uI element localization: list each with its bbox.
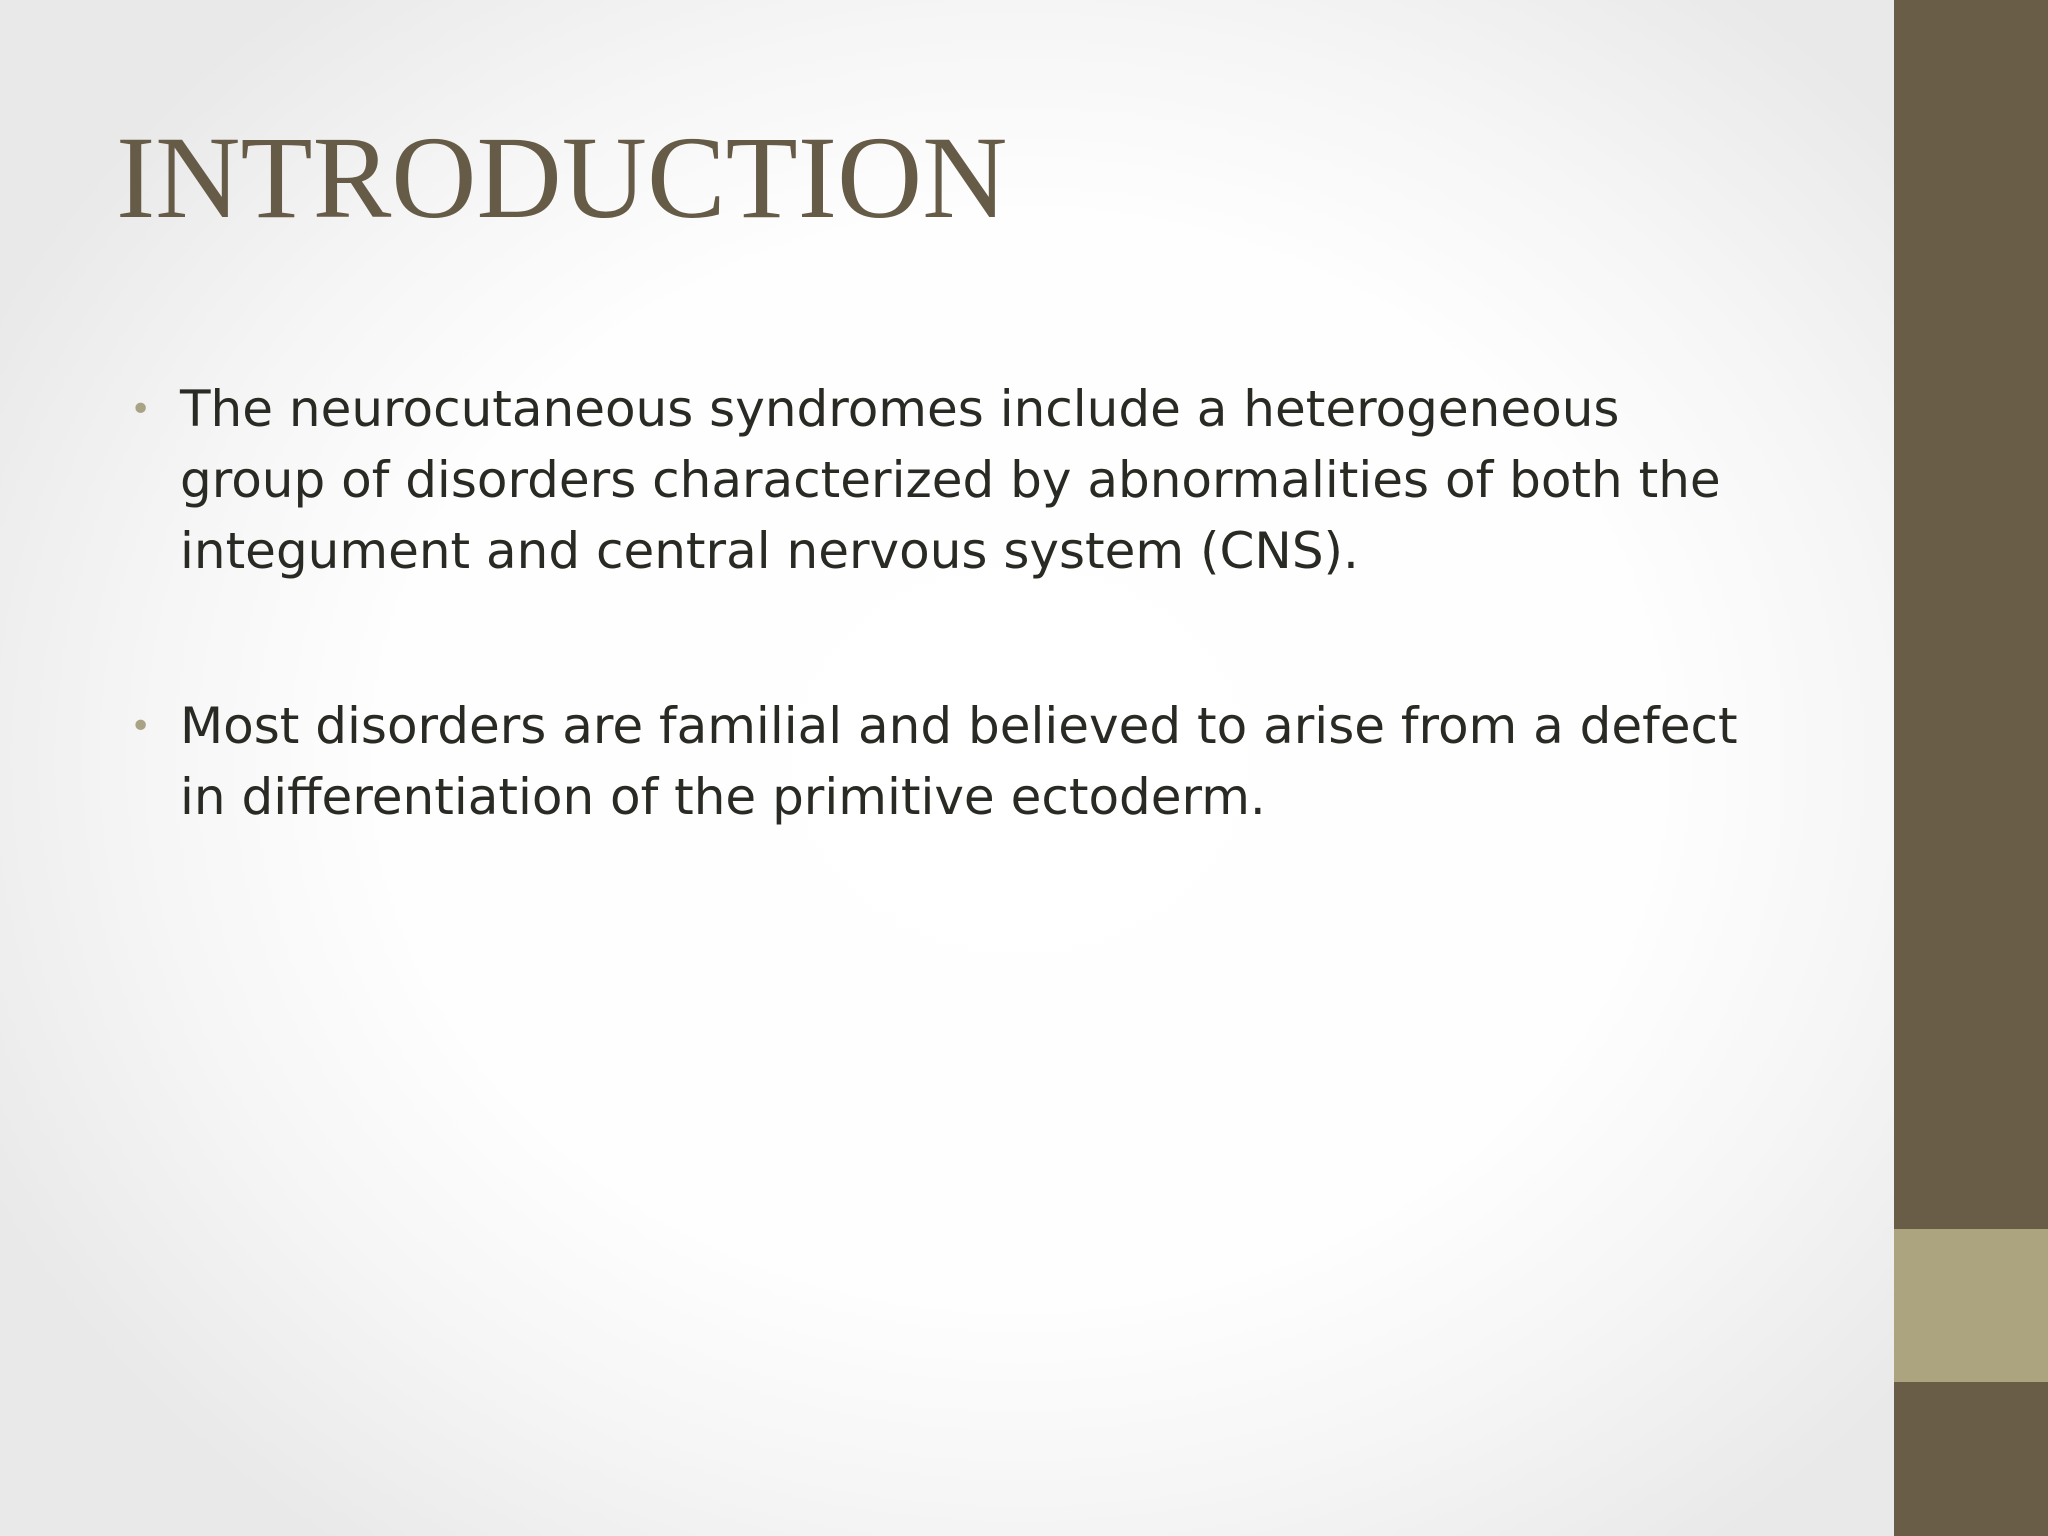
bullet-list (130, 374, 1770, 937)
bullet-marker-icon: • (130, 706, 152, 747)
bullet-item (130, 374, 1770, 587)
bullet-item (130, 691, 1770, 833)
bullet-text: Most disorders are familial and believed to arise from a defect in differentiation of the primitive ectoderm. (180, 697, 1738, 826)
slide-title: INTRODUCTION (116, 112, 1008, 243)
side-accent-block (1894, 1229, 2048, 1382)
bullet-marker-icon: • (130, 389, 152, 430)
bullet-text: The neurocutaneous syndromes include a heterogeneous group of disorders characterized by abnormalities of both the integument and central nervous system (CNS). (180, 380, 1721, 580)
